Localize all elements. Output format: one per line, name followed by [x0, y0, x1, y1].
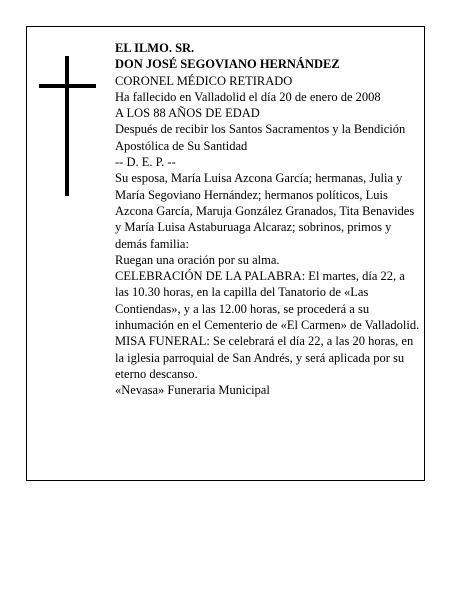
age-line: A LOS 88 AÑOS DE EDAD [115, 106, 260, 121]
family-paragraph: Su esposa, María Luisa Azcona García; hermanas, Julia y María Segoviano Hernández; hermanos políticos, Luis Azcona García, Maruja González Granados, Tita Benavides y María Luisa Astaburuaga Alcaraz; sobrinos, primos y demás familia: [115, 171, 415, 251]
sacraments-paragraph: Después de recibir los Santos Sacramentos y la Bendición Apostólica de Su Santidad [115, 122, 406, 153]
death-announcement: Ha fallecido en Valladolid el día 20 de enero de 2008 [115, 89, 381, 104]
cross-icon-bar [39, 84, 96, 88]
funeral-home: «Nevasa» Funeraria Municipal [115, 383, 270, 398]
prayer-request: Ruegan una oración por su alma. [115, 252, 280, 267]
rip-line: -- D. E. P. -- [115, 155, 176, 170]
deceased-name: DON JOSÉ SEGOVIANO HERNÁNDEZ [115, 57, 340, 72]
notice-body [115, 40, 420, 399]
rank-line: CORONEL MÉDICO RETIRADO [115, 73, 293, 88]
cross-icon [65, 56, 69, 196]
funeral-mass-paragraph: MISA FUNERAL: Se celebrará el día 22, a las 20 horas, en la iglesia parroquial de San Andrés, y será aplicada por su eterno descanso. [115, 334, 414, 381]
honorific-title: EL ILMO. SR. [115, 41, 195, 55]
celebration-paragraph: CELEBRACIÓN DE LA PALABRA: El martes, día 22, a las 10.30 horas, en la capilla del Tanatorio de «Las Contiendas», y a las 12.00 horas, se procederá a su inhumación en el Cementerio de «El Carmen» de Valladolid. [115, 269, 420, 333]
